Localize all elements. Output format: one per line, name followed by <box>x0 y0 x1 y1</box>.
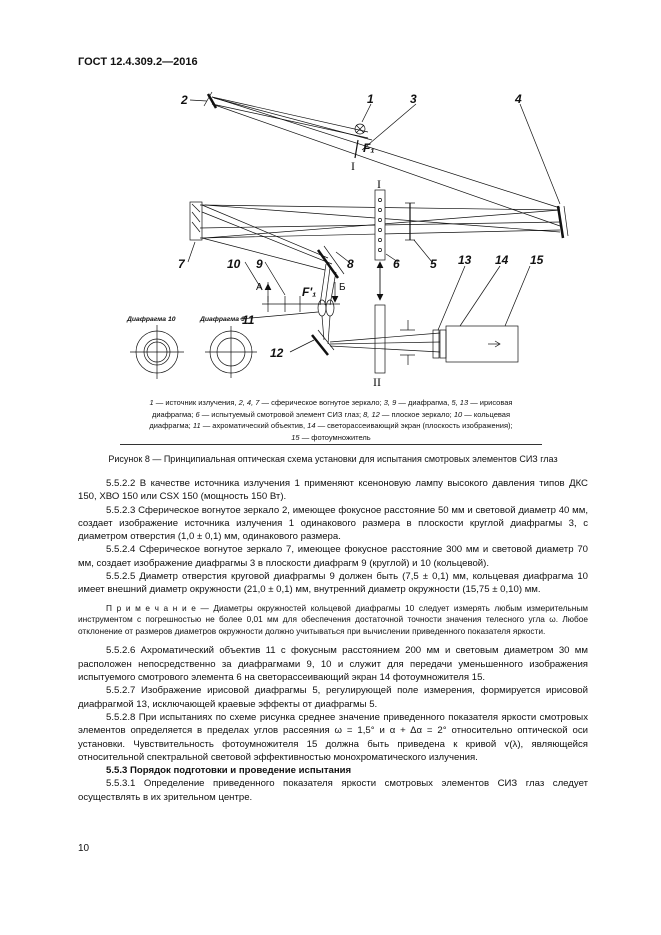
mirror-2 <box>204 92 216 108</box>
page-number: 10 <box>78 843 90 854</box>
label-11: 11 <box>242 313 255 327</box>
diaphragm-9-drawing <box>205 326 257 378</box>
mirror-7 <box>190 202 202 240</box>
paragraph-5-5-2-8: 5.5.2.8 При испытаниях по схеме рисунка среднее значение приведенного показателя яркости смотровых элементов определяется в пределах углов рассеяния ω = 1,5° и α + Δα = 2° относительно оптической оси установки. Чувствительность фотоумножителя 15 должна быть приведена к кривой v(λ), являющейся относительной спектральной световой эффективностью монохроматического излучения. <box>78 711 588 763</box>
figure-legend <box>122 397 540 443</box>
legend-line-4: 15 — фотоумножитель <box>291 432 371 442</box>
label-9: 9 <box>256 257 263 271</box>
label-2: 2 <box>181 93 188 107</box>
legend-line-3: диафрагма; 11 — ахроматический объектив, 14 — светорассеивающий экран (плоскость изображения); <box>149 421 513 430</box>
label-12: 12 <box>270 346 284 360</box>
figure-caption: Рисунок 8 — Принципиальная оптическая схема установки для испытания смотровых элементов СИЗ глаз <box>108 454 558 464</box>
label-6: 6 <box>393 257 400 271</box>
body-text <box>78 477 588 804</box>
label-5: 5 <box>430 257 437 271</box>
legend-line-2: диафрагма; 6 — испытуемый смотровой элемент СИЗ глаз; 8, 12 — плоское зеркало; 10 — кольцевая <box>151 409 511 419</box>
diaphragm-10-drawing <box>130 325 184 379</box>
plane-mirror-12 <box>312 330 334 355</box>
label-f1-prime: F'₁ <box>302 285 317 299</box>
paragraph-5-5-2-4: 5.5.2.4 Сферическое вогнутое зеркало 7, имеющее фокусное расстояние 300 мм и световой диаметр 70 мм, создает изображение диафрагмы 3 в плоскости диафрагм 9 (круглой) и 10 (кольцевой). <box>78 544 588 569</box>
label-1: 1 <box>367 92 374 106</box>
label-roman-i: I <box>377 177 381 191</box>
paragraph-5-5-2-6: 5.5.2.6 Ахроматический объектив 11 с фокусным расстоянием 200 мм и световым диаметром 30 мм расположен непосредственно за диафрагмами 9, 10 и служит для передачи уменьшенного изображения испытуемого смотрового элемента 6 на светорассеивающий экран 14 фотоумножителя 15. <box>78 645 588 684</box>
label-f1: F₁ <box>363 141 375 155</box>
label-3: 3 <box>410 92 417 106</box>
diffusing-screen-14 <box>440 330 446 358</box>
iris-diaphragm-13 <box>433 330 439 358</box>
photomultiplier-15 <box>446 326 518 362</box>
document-header: ГОСТ 12.4.309.2—2016 <box>78 56 198 68</box>
label-4: 4 <box>515 92 522 106</box>
note: П р и м е ч а н и е — Диаметры окружностей кольцевой диафрагмы 10 следует измерять любым измерительным инструментом с погрешностью не более 0,01 мм для обеспечения достаточной точности значения телесного угла ω. Любое отклонение от размеров диаметров окружности должно учитываться при вычислении приведенного показателя яркости. <box>78 602 588 636</box>
paragraph-5-5-2-3: 5.5.2.3 Сферическое вогнутое зеркало 2, имеющее фокусное расстояние 50 мм и световой диаметр 40 мм, создает изображение источника излучения 1 одинакового размера в плоскости круглой диафрагмы 3, с диаметром отверстия (1,0 ± 0,1) мм, одинакового размера. <box>78 504 588 543</box>
legend-separator <box>120 444 542 445</box>
plane-mirror-8 <box>318 246 344 278</box>
legend-line-1: 1 — источник излучения, 2, 4, 7 — сферическое вогнутое зеркало; 3, 9 — диафрагма, 5, 13 — ирисовая <box>149 398 513 407</box>
light-source-1 <box>355 124 365 134</box>
label-15: 15 <box>530 253 544 267</box>
label-8: 8 <box>347 257 354 271</box>
label-diaphragm-9: Диафрагма 9 <box>200 316 245 323</box>
optical-scheme-diagram <box>0 0 661 400</box>
paragraph-5-5-2-5: 5.5.2.5 Диаметр отверстия круговой диафрагмы 9 должен быть (7,5 ± 0,1) мм, кольцевая диафрагма 10 имеет внешний диаметр окружности (21,0 ± 0,1) мм, внутренний диаметр окружности (15,75 ± 0,10) мм. <box>78 571 588 596</box>
label-7: 7 <box>178 257 185 271</box>
label-diaphragm-10: Диафрагма 10 <box>127 316 176 323</box>
paragraph-5-5-2-7: 5.5.2.7 Изображение ирисовой диафрагмы 5, регулирующей поле измерения, формируется ирисовой диафрагмой 13, исключающей краевые эффекты от диафрагмы 5. <box>78 685 588 710</box>
label-10: 10 <box>227 257 241 271</box>
paragraph-5-5-2-2: 5.5.2.2 В качестве источника излучения 1 применяют ксеноновую лампу высокого давления типов ДКС 150, ХВО 150 или CSX 150 (мощность 150 Вт). <box>78 478 588 503</box>
paragraph-5-5-3-1: 5.5.3.1 Определение приведенного показателя яркости смотровых элементов СИЗ глаз следует осуществлять в их зрительном центре. <box>78 778 588 803</box>
label-roman-i-top: I <box>351 159 355 173</box>
section-heading-5-5-3: 5.5.3 Порядок подготовки и проведение испытания <box>106 765 352 777</box>
label-b: Б <box>339 282 346 293</box>
label-13: 13 <box>458 253 472 267</box>
label-a: А <box>256 282 263 293</box>
label-roman-ii: II <box>373 375 381 389</box>
label-14: 14 <box>495 253 509 267</box>
test-element-6 <box>375 190 385 260</box>
